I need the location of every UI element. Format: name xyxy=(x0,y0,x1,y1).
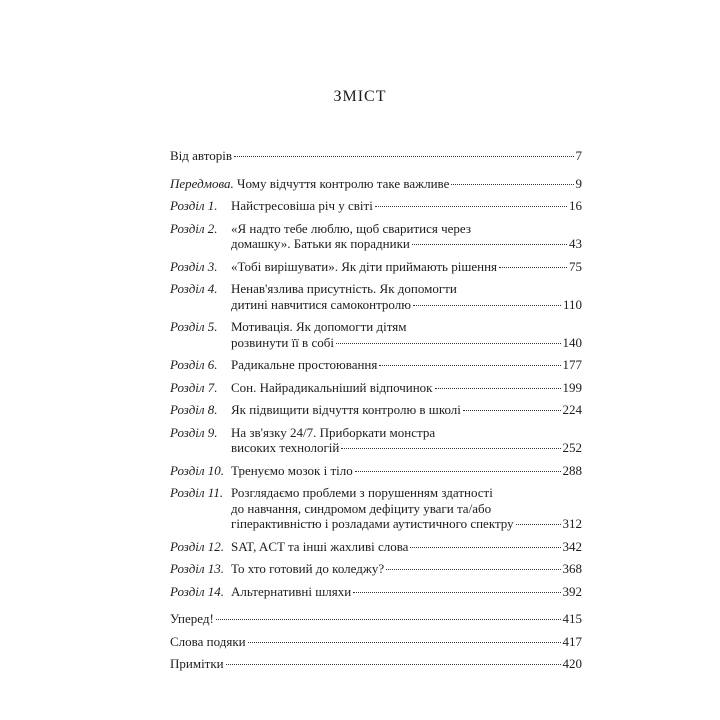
page-number: 7 xyxy=(575,148,582,163)
page-number: 392 xyxy=(562,583,582,599)
toc-entry xyxy=(170,148,582,164)
entry-title-line: дитині навчитися самоконтролю xyxy=(231,296,411,312)
page-number: 140 xyxy=(562,334,582,350)
page-number: 420 xyxy=(562,656,582,671)
toc-line xyxy=(231,380,582,396)
toc-entry xyxy=(170,259,582,275)
dot-leader xyxy=(216,619,561,620)
chapter-label: Розділ 2. xyxy=(170,220,218,236)
entry-title-line: «Я надто тебе люблю, щоб сваритися через xyxy=(231,220,471,236)
chapter-label: Розділ 8. xyxy=(170,402,218,417)
dot-leader xyxy=(234,156,574,157)
dot-leader xyxy=(375,206,567,207)
dot-leader xyxy=(451,184,573,185)
toc-entry xyxy=(170,611,582,627)
toc-entry-text xyxy=(170,176,582,192)
toc-entry-text xyxy=(231,259,582,275)
toc-line xyxy=(231,463,582,479)
entry-title-line: Слова подяки xyxy=(170,633,246,649)
toc-line xyxy=(231,425,582,441)
toc-entry xyxy=(170,176,582,192)
toc-line xyxy=(231,259,582,275)
toc-line xyxy=(231,198,582,214)
entry-title-line: Ненав'язлива присутність. Як допомогти xyxy=(231,281,457,296)
entry-title-line: гіперактивністю і розладами аутистичного спектру xyxy=(231,516,514,531)
toc-line xyxy=(231,584,582,600)
toc-entry-text xyxy=(231,319,582,350)
toc-entry xyxy=(170,221,582,252)
chapter-label: Розділ 1. xyxy=(170,198,218,213)
entry-title-line: до навчання, синдромом дефіциту уваги та/або xyxy=(231,500,492,516)
toc-entry-text xyxy=(231,485,582,532)
toc-entry xyxy=(170,281,582,312)
toc-entry xyxy=(170,380,582,396)
dot-leader xyxy=(435,388,561,389)
toc-line xyxy=(231,221,582,237)
entry-title-line: Альтернативні шляхи xyxy=(231,583,352,599)
toc-line xyxy=(231,357,582,373)
toc-line xyxy=(231,297,582,313)
dot-leader xyxy=(336,343,561,344)
entry-title-line: На зв'язку 24/7. Приборкати монстра xyxy=(231,424,436,440)
toc-entry xyxy=(170,402,582,418)
dot-leader xyxy=(413,305,561,306)
page-number: 9 xyxy=(575,175,582,191)
toc-entry-text xyxy=(231,198,582,214)
toc-line xyxy=(231,485,582,501)
toc-entry xyxy=(170,561,582,577)
toc-line xyxy=(231,561,582,577)
toc-line xyxy=(231,501,582,517)
toc-line xyxy=(231,539,582,555)
toc-line xyxy=(170,148,582,164)
dot-leader xyxy=(463,410,561,411)
toc-line xyxy=(231,516,582,532)
dot-leader xyxy=(386,569,560,570)
toc-entry-text xyxy=(231,539,582,555)
chapter-label: Розділ 5. xyxy=(170,319,218,334)
page-number: 75 xyxy=(569,258,582,274)
toc-entry xyxy=(170,357,582,373)
page-number: 368 xyxy=(562,561,582,576)
chapter-label: Розділ 13. xyxy=(170,561,225,576)
toc-line xyxy=(231,319,582,335)
entry-title-line: Сон. Найрадикальніший відпочинок xyxy=(231,379,433,395)
toc-entry xyxy=(170,584,582,600)
toc-entry-text xyxy=(170,611,582,627)
entry-title-line: розвинути її в собі xyxy=(231,334,334,350)
toc-entry xyxy=(170,656,582,672)
chapter-label: Розділ 12. xyxy=(170,538,225,554)
entry-title-line: То хто готовий до коледжу? xyxy=(231,561,385,576)
entry-title-line: Уперед! xyxy=(170,611,214,626)
toc-line xyxy=(170,611,582,627)
page-number: 199 xyxy=(562,379,582,395)
page-number: 288 xyxy=(562,462,582,478)
dot-leader xyxy=(499,267,567,268)
page-number: 110 xyxy=(562,296,582,312)
toc-line xyxy=(231,440,582,456)
chapter-label: Розділ 4. xyxy=(170,281,218,296)
entry-title-line: Від авторів xyxy=(170,148,232,163)
toc-entry-text xyxy=(231,402,582,418)
page-title: ЗМІСТ xyxy=(333,88,387,105)
entry-title-line: Примітки xyxy=(170,656,224,671)
dot-leader xyxy=(341,448,560,449)
entry-title-line: Як підвищити відчуття контролю в школі xyxy=(231,402,461,417)
toc-entry-text xyxy=(231,463,582,479)
page-number: 177 xyxy=(562,357,582,372)
toc-entry-text xyxy=(170,634,582,650)
chapter-label: Розділ 7. xyxy=(170,379,218,395)
chapter-label: Розділ 10. xyxy=(170,462,225,478)
entry-title-line: Найстресовіша річ у світі xyxy=(231,198,373,213)
toc-line xyxy=(231,281,582,297)
page-number: 342 xyxy=(562,538,582,554)
page-number: 252 xyxy=(562,440,582,455)
dot-leader xyxy=(353,592,560,593)
toc-entry-text xyxy=(231,281,582,312)
chapter-label: Передмова. xyxy=(170,175,234,191)
page-number: 16 xyxy=(569,198,582,213)
toc-line xyxy=(231,402,582,418)
entry-title-line: Мотивація. Як допомогти дітям xyxy=(231,319,407,334)
toc-line xyxy=(231,335,582,351)
entry-title-line: Розглядаємо проблеми з порушенням здатності xyxy=(231,485,493,500)
toc-line xyxy=(170,634,582,650)
dot-leader xyxy=(516,524,561,525)
dot-leader xyxy=(410,547,560,548)
chapter-label: Розділ 9. xyxy=(170,424,218,440)
page-number: 417 xyxy=(562,633,582,649)
entry-title-line: високих технологій xyxy=(231,440,340,455)
toc-entry xyxy=(170,198,582,214)
toc-line xyxy=(231,236,582,252)
toc-entry xyxy=(170,485,582,532)
chapter-label: Розділ 6. xyxy=(170,357,218,372)
entry-title-line: Тренуємо мозок і тіло xyxy=(231,462,353,478)
toc-line xyxy=(170,176,582,192)
dot-leader xyxy=(412,244,567,245)
toc-entry-text xyxy=(170,656,582,672)
toc-entry-text xyxy=(231,380,582,396)
page-number: 43 xyxy=(569,236,582,251)
dot-leader xyxy=(379,365,560,366)
chapter-label: Розділ 14. xyxy=(170,583,225,599)
entry-title-line: Радикальне простоювання xyxy=(231,357,378,372)
entry-title-line: «Тобі вирішувати». Як діти приймають рішення xyxy=(231,258,498,274)
entry-title-line: домашку». Батьки як порадники xyxy=(231,236,410,251)
dot-leader xyxy=(355,471,561,472)
toc-entry-text xyxy=(231,357,582,373)
toc-entry-text xyxy=(170,148,582,164)
table-of-contents xyxy=(170,148,582,679)
toc-entry-text xyxy=(231,425,582,456)
dot-leader xyxy=(226,664,561,665)
dot-leader xyxy=(248,642,561,643)
toc-entry-text xyxy=(231,561,582,577)
toc-entry xyxy=(170,319,582,350)
chapter-label: Розділ 11. xyxy=(170,485,224,500)
toc-entry xyxy=(170,425,582,456)
entry-title-line: SAT, ACT та інші жахливі слова xyxy=(231,538,409,554)
toc-entry-text xyxy=(231,584,582,600)
page-number: 312 xyxy=(562,516,582,531)
entry-title-line: Чому відчуття контролю таке важливе xyxy=(237,175,450,191)
toc-entry xyxy=(170,539,582,555)
chapter-label: Розділ 3. xyxy=(170,258,218,274)
page-number: 415 xyxy=(562,611,582,626)
toc-entry-text xyxy=(231,221,582,252)
toc-line xyxy=(170,656,582,672)
page-number: 224 xyxy=(562,402,582,417)
toc-entry xyxy=(170,463,582,479)
toc-entry xyxy=(170,634,582,650)
